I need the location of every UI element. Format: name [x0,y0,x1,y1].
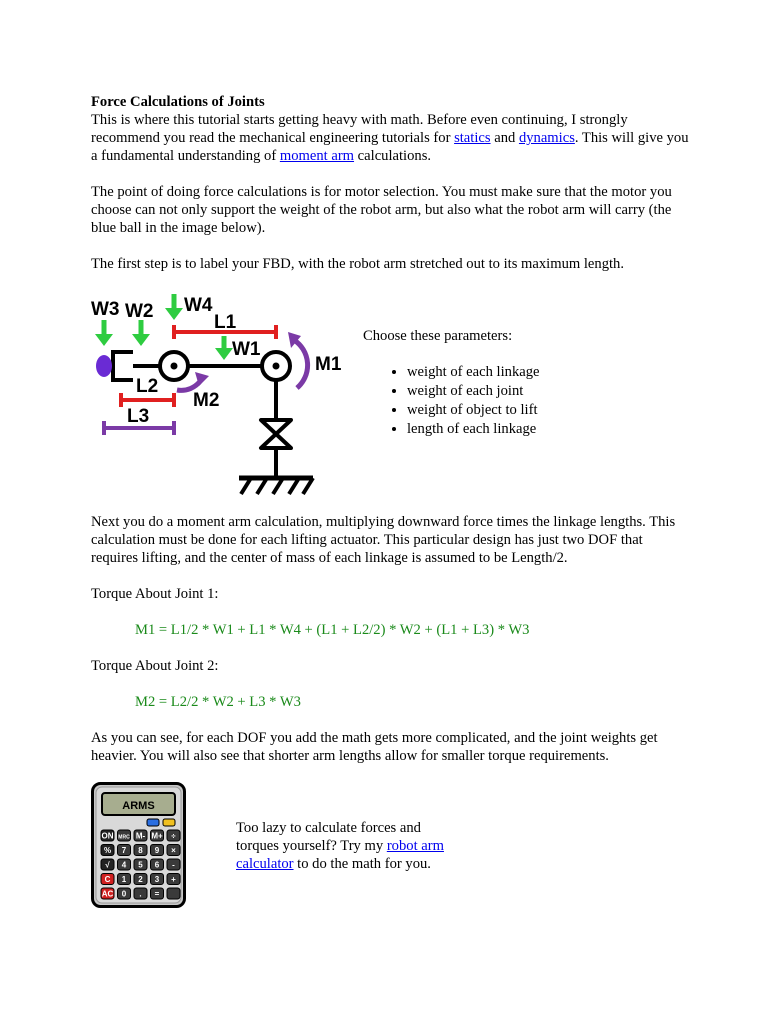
calculator-key-label: 0 [121,889,127,899]
parameters-box [363,327,683,439]
calculator-key-label: C [104,875,111,884]
motor-paragraph: The point of doing force calculations is for motor selection. You must make sure that the motor you choose can not only support the weight of the robot arm, but also what the robot arm will carry (the blue ball in the image below). [91,184,672,236]
calculator-key-label: + [171,875,176,884]
torque1-equation: M1 = L1/2 * W1 + L1 * W4 + (L1 + L2/2) * W2 + (L1 + L3) * W3 [135,622,530,638]
w4-arrow [165,294,183,320]
calculator-key-label: - [172,860,175,870]
payload-ball [96,355,112,377]
calculator-keypad [101,830,180,899]
page-title: Force Calculations of Joints [91,94,265,110]
promo-text-2: to do the math for you. [293,856,431,872]
calculator-key-label: M- [135,831,146,841]
calculator-key-label: M+ [151,831,163,841]
label-m2: M2 [193,390,220,411]
calculator-key-label: AC [101,889,114,899]
label-l1: L1 [214,312,237,333]
statics-link[interactable]: statics [454,130,491,146]
intro-text-4: calculations. [354,148,432,164]
intro-text-3: . This will give you a fundamental understanding of [91,130,689,164]
calculator-key-label: 7 [121,846,127,855]
fbd-diagram [91,290,351,500]
calculator-key-label: 8 [138,846,143,855]
label-m1: M1 [315,354,342,375]
calculator-key-label: 1 [121,875,127,884]
calculator-display-text: ARMS [122,800,155,812]
calculator-key-label: 3 [154,875,160,884]
torque2-label: Torque About Joint 2: [91,658,219,674]
gripper [113,352,133,380]
w1-arrow [215,336,233,360]
dynamics-link[interactable]: dynamics [518,130,575,146]
intro-text-1: This is where this tutorial starts getting heavy with math. Before even continuing, I strongly recommend you read the mechanical engineering tutorials for [91,112,628,146]
parameters-list [363,363,683,439]
torque1-label: Torque About Joint 1: [91,586,219,602]
m1-moment-arrow [288,332,308,388]
label-w1: W1 [232,339,261,360]
calculator-key-label: % [103,846,112,855]
calculator-key [167,888,180,899]
parameter-item: • weight of each joint [407,382,683,401]
label-w3: W3 [91,299,120,320]
document-body [91,93,691,273]
calculator-key-label: 6 [154,860,160,870]
calculator-key-label: = [154,889,160,899]
w3-arrow [95,320,113,346]
label-l3: L3 [127,406,150,427]
fbd-paragraph: The first step is to label your FBD, with the robot arm stretched out to its maximum length. [91,256,624,272]
calculator-key-label: ÷ [171,831,176,841]
calculator-key-label: × [171,846,176,855]
calculator-key-label: 4 [121,860,127,870]
moment-paragraph: Next you do a moment arm calculation, multiplying downward force times the linkage lengths. This calculation must be done for each lifting actuator. This particular design has just two DOF that requires lifting, and the center of mass of each linkage is assumed to be Length/2. [91,514,676,566]
calculator-promo-text [236,819,466,873]
calculator-key-label: 5 [138,860,143,870]
label-w4: W4 [184,295,213,316]
label-l2: L2 [136,376,159,397]
base-rotation-joint [261,420,291,448]
label-w2: W2 [125,301,154,322]
calculator-promo [236,819,466,873]
calculator-key-label: ON [101,831,114,841]
calculator-key-label: 2 [138,875,143,884]
robot-arm-calculator-link[interactable]: robot arm calculator [236,838,444,872]
calculator-key-label: MRC [118,834,130,841]
promo-text-1: Too lazy to calculate forces and torques yourself? Try my [236,820,421,854]
parameter-item: • weight of object to lift [407,401,683,420]
conclusion-paragraph: As you can see, for each DOF you add the math gets more complicated, and the joint weights get heavier. You will also see that shorter arm lengths allow for smaller torque requirements. [91,730,658,764]
parameters-intro: Choose these parameters: [363,328,513,344]
parameter-item: • length of each linkage [407,420,683,439]
moment-arm-link[interactable]: moment arm [279,148,355,164]
w2-arrow [132,320,150,346]
calculator-icon[interactable] [91,782,186,908]
parameter-item: • weight of each linkage [407,363,683,382]
torque2-equation: M2 = L2/2 * W2 + L3 * W3 [135,694,301,710]
calculator-key-label: . [139,889,142,899]
intro-text-2: and [490,130,519,146]
document-body-lower [91,513,691,765]
calculator-key-label: √ [105,860,110,870]
calculator-key-label: 9 [154,846,160,855]
intro-paragraph [91,111,691,165]
